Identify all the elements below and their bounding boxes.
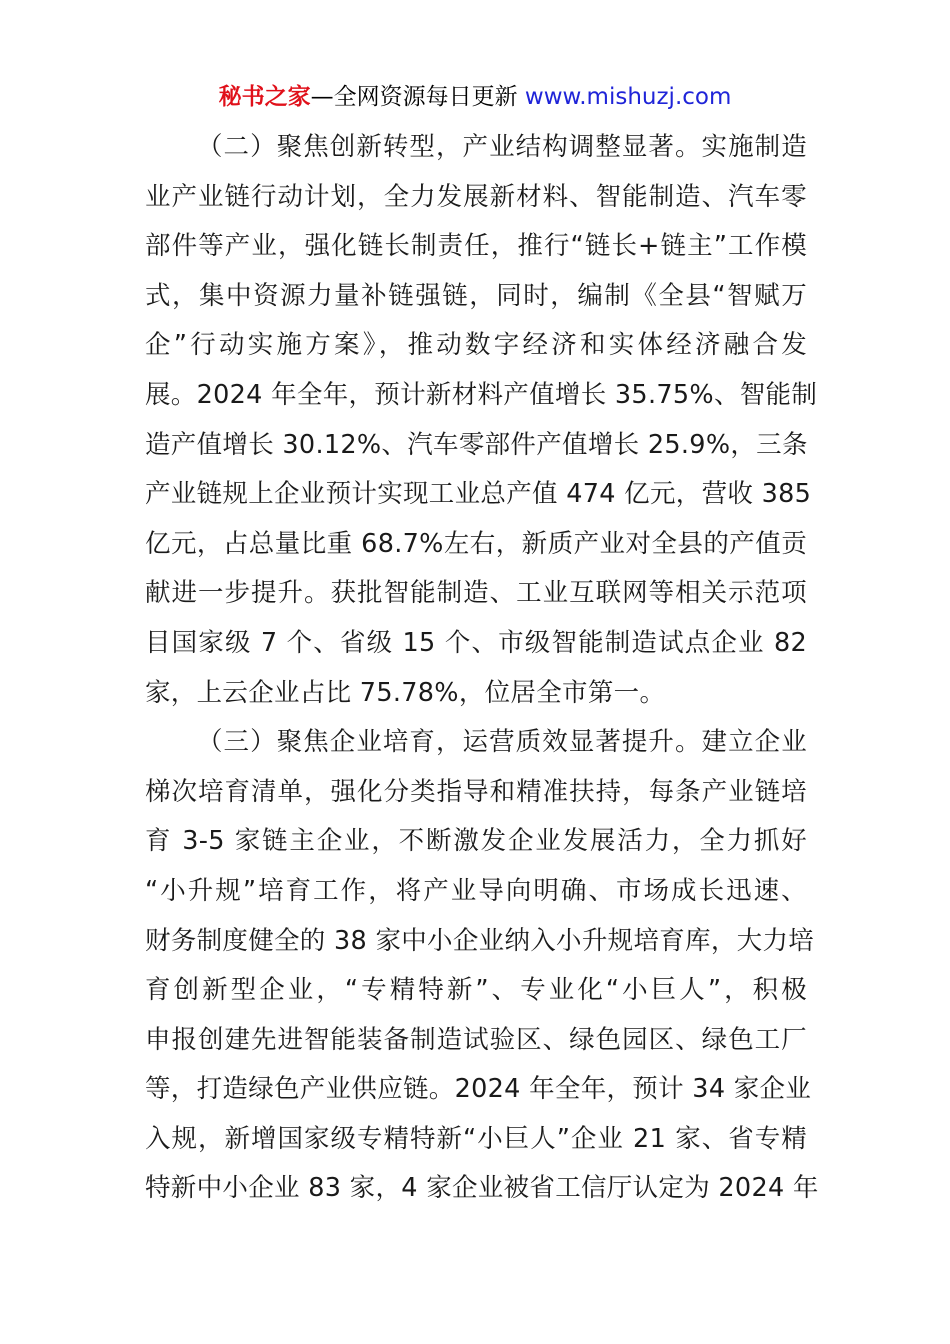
paragraph-line: 等，打造绿色产业供应链。2024 年全年，预计 34 家企业 xyxy=(145,1074,812,1105)
paragraph-line: 家，上云企业占比 75.78%，位居全市第一。 xyxy=(145,677,666,708)
paragraph-line: 育创新型企业，“专精特新”、专业化“小巨人”，积极 xyxy=(145,975,807,1006)
paragraph-line: 财务制度健全的 38 家中小企业纳入小升规培育库，大力培 xyxy=(145,925,815,956)
site-url[interactable]: www.mishuzj.com xyxy=(524,84,732,110)
paragraph-line: 梯次培育清单，强化分类指导和精准扶持，每条产业链培 xyxy=(145,776,807,807)
paragraph-line: 业产业链行动计划，全力发展新材料、智能制造、汽车零 xyxy=(145,181,807,212)
paragraph-line: 产业链规上企业预计实现工业总产值 474 亿元，营收 385 xyxy=(145,479,812,510)
site-header xyxy=(0,80,950,114)
paragraph-line: 造产值增长 30.12%、汽车零部件产值增长 25.9%，三条 xyxy=(145,429,808,460)
paragraph-line: 展。2024 年全年，预计新材料产值增长 35.75%、智能制 xyxy=(145,379,818,410)
paragraph-line: 式，集中资源力量补链强链，同时，编制《全县“智赋万 xyxy=(145,280,807,311)
paragraph-line: 申报创建先进智能装备制造试验区、绿色园区、绿色工厂 xyxy=(145,1024,807,1055)
brand-name: 秘书之家 xyxy=(218,84,311,110)
paragraph-line: 献进一步提升。获批智能制造、工业互联网等相关示范项 xyxy=(145,578,807,609)
paragraph-line: 部件等产业，强化链长制责任，推行“链长+链主”工作模 xyxy=(145,231,807,262)
paragraph-line: （三）聚焦企业培育，运营质效显著提升。建立企业 xyxy=(197,727,807,758)
paragraph-2 xyxy=(145,123,818,718)
paragraph-line: 特新中小企业 83 家，4 家企业被省工信厅认定为 2024 年 xyxy=(145,1173,819,1204)
header-tagline: —全网资源每日更新 xyxy=(310,84,525,110)
paragraph-line: 企”行动实施方案》，推动数字经济和实体经济融合发 xyxy=(145,330,807,361)
paragraph-line: 亿元，占总量比重 68.7%左右，新质产业对全县的产值贡 xyxy=(145,528,807,559)
paragraph-line: “小升规”培育工作，将产业导向明确、市场成长迅速、 xyxy=(145,875,807,906)
paragraph-line: 目国家级 7 个、省级 15 个、市级智能制造试点企业 82 xyxy=(145,627,807,658)
document-body xyxy=(145,123,819,1214)
paragraph-3 xyxy=(145,718,819,1214)
paragraph-line: 育 3-5 家链主企业，不断激发企业发展活力，全力抓好 xyxy=(145,826,807,857)
paragraph-line: （二）聚焦创新转型，产业结构调整显著。实施制造 xyxy=(197,132,807,162)
paragraph-line: 入规，新增国家级专精特新“小巨人”企业 21 家、省专精 xyxy=(145,1123,807,1154)
